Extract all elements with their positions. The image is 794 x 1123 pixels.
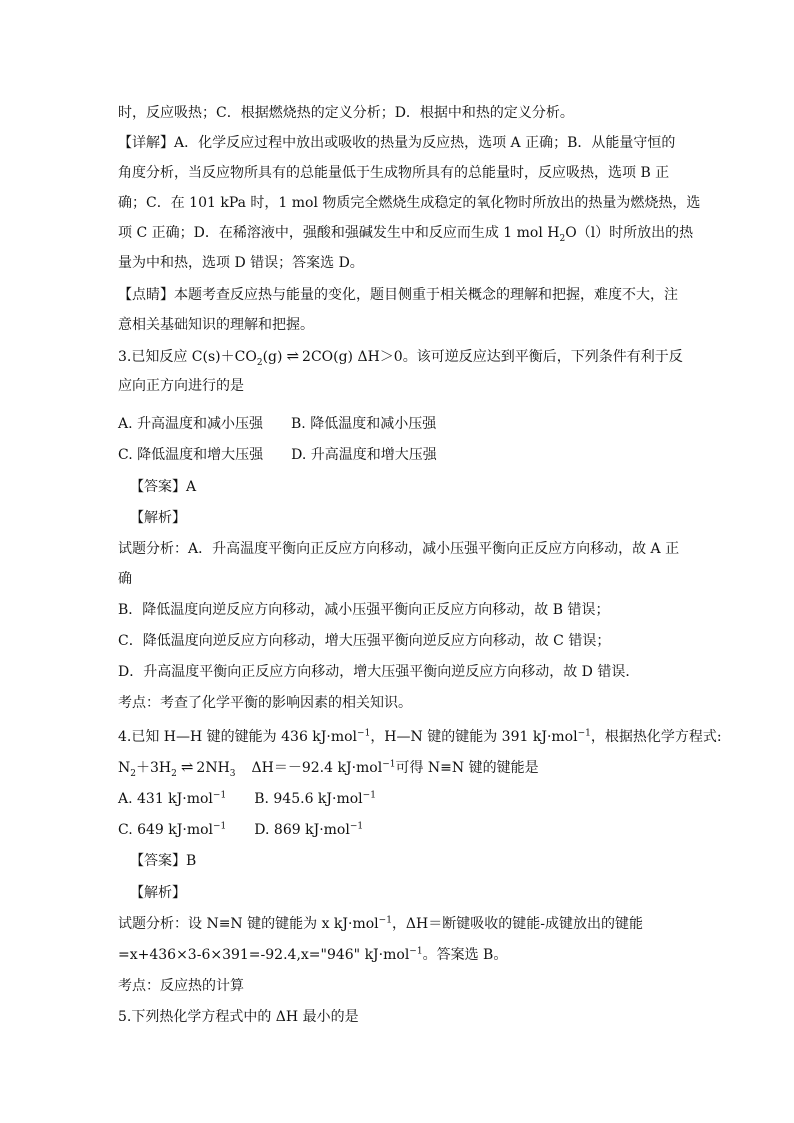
- question-3-options: [118, 445, 437, 465]
- analysis-text: 试题分析：A．升高温度平衡向正反应方向移动，减小压强平衡向正反应方向移动，故 A 正: [118, 541, 680, 557]
- question-4-stem: 4.已知 H—H 键的键能为 436 kJ·mol$^{-1}$，H—N 键的键能为 391 kJ·mol$^{-1}$，根据热化学方程式:: [118, 728, 722, 745]
- tip-tag: 【点睛】: [118, 287, 174, 303]
- option-d: D. 869 kJ·mol$^{-1}$: [254, 821, 364, 838]
- option-c: C. 降低温度和增大压强: [118, 447, 264, 463]
- analysis-text: 确: [118, 571, 132, 587]
- knowledge-point: 考点：考查了化学平衡的影响因素的相关知识。: [118, 695, 412, 711]
- analysis-text: 试题分析：设 N≡N 键的键能为 x kJ·mol$^{-1}$，ΔH＝断键吸收的键能-成键放出的键能: [118, 915, 643, 932]
- answer-label: 【答案】B: [130, 853, 197, 869]
- option-d: D. 升高温度和增大压强: [291, 447, 437, 463]
- analysis-text: D．升高温度平衡向正反应方向移动，增大压强平衡向逆反应方向移动，故 D 错误．: [118, 664, 640, 680]
- analysis-text: C．降低温度向逆反应方向移动，增大压强平衡向逆反应方向移动，故 C 错误；: [118, 633, 611, 649]
- analysis-text: B．降低温度向逆反应方向移动，减小压强平衡向正反应方向移动，故 B 错误；: [118, 602, 610, 618]
- detail-tag: 【详解】: [118, 135, 174, 151]
- analysis-text: =x+436×3-6×391=-92.4,x="946" kJ·mol$^{-1}$。答案选 B。: [118, 946, 508, 963]
- question-5-stem: 5.下列热化学方程式中的 ΔH 最小的是: [118, 1009, 359, 1025]
- option-b: B. 降低温度和减小压强: [291, 416, 437, 432]
- question-4-options: [118, 789, 376, 809]
- question-4-options: [118, 820, 363, 840]
- paragraph-line: 确；C．在 101 kPa 时，1 mol 物质完全燃烧生成稳定的氧化物时所放出的热量为燃烧热，选: [118, 195, 701, 211]
- analysis-label: 【解析】: [130, 510, 186, 526]
- knowledge-point: 考点：反应热的计算: [118, 978, 244, 994]
- paragraph-line: 角度分析，当反应物所具有的总能量低于生成物所具有的总能量时，反应吸热，选项 B 正: [118, 165, 670, 181]
- option-a: A. 431 kJ·mol$^{-1}$: [118, 790, 227, 807]
- question-4-equation: $N_2+3H_2$ ⇌ $2NH_3$ ΔH＝－92.4 kJ·mol$^{-1}$可得 N≡N 键的键能是: [118, 758, 539, 779]
- question-3-stem: 3.已知反应 $C(s)+CO_2(g)$ ⇌ 2CO(g) ΔH＞0。该可逆反应达到平衡后，下列条件有利于反: [118, 347, 683, 368]
- paragraph-line: 【点睛】本题考查反应热与能量的变化，题目侧重于相关概念的理解和把握，难度不大，注: [118, 287, 678, 303]
- paragraph-line: 时，反应吸热；C．根据燃烧热的定义分析；D．根据中和热的定义分析。: [118, 105, 574, 121]
- question-3-options: [118, 414, 436, 434]
- option-a: A. 升高温度和减小压强: [118, 416, 264, 432]
- paragraph-line: 项 C 正确；D．在稀溶液中，强酸和强碱发生中和反应而生成 1 mol $H_2O(l)$时所放出的热: [118, 225, 694, 244]
- answer-label: 【答案】A: [130, 479, 197, 495]
- equilibrium-arrow-icon: ⇌: [286, 347, 299, 365]
- analysis-label: 【解析】: [130, 885, 186, 901]
- paragraph-line: 量为中和热，选项 D 错误；答案选 D。: [118, 255, 364, 271]
- question-3-stem: 应向正方向进行的是: [118, 378, 244, 394]
- paragraph-line: 意相关基础知识的理解和把握。: [118, 317, 314, 333]
- equilibrium-arrow-icon: ⇌: [180, 758, 193, 776]
- option-c: C. 649 kJ·mol$^{-1}$: [118, 821, 227, 838]
- paragraph-line: 【详解】A．化学反应过程中放出或吸收的热量为反应热，选项 A 正确；B．从能量守恒的: [118, 135, 676, 151]
- option-b: B. 945.6 kJ·mol$^{-1}$: [254, 790, 376, 807]
